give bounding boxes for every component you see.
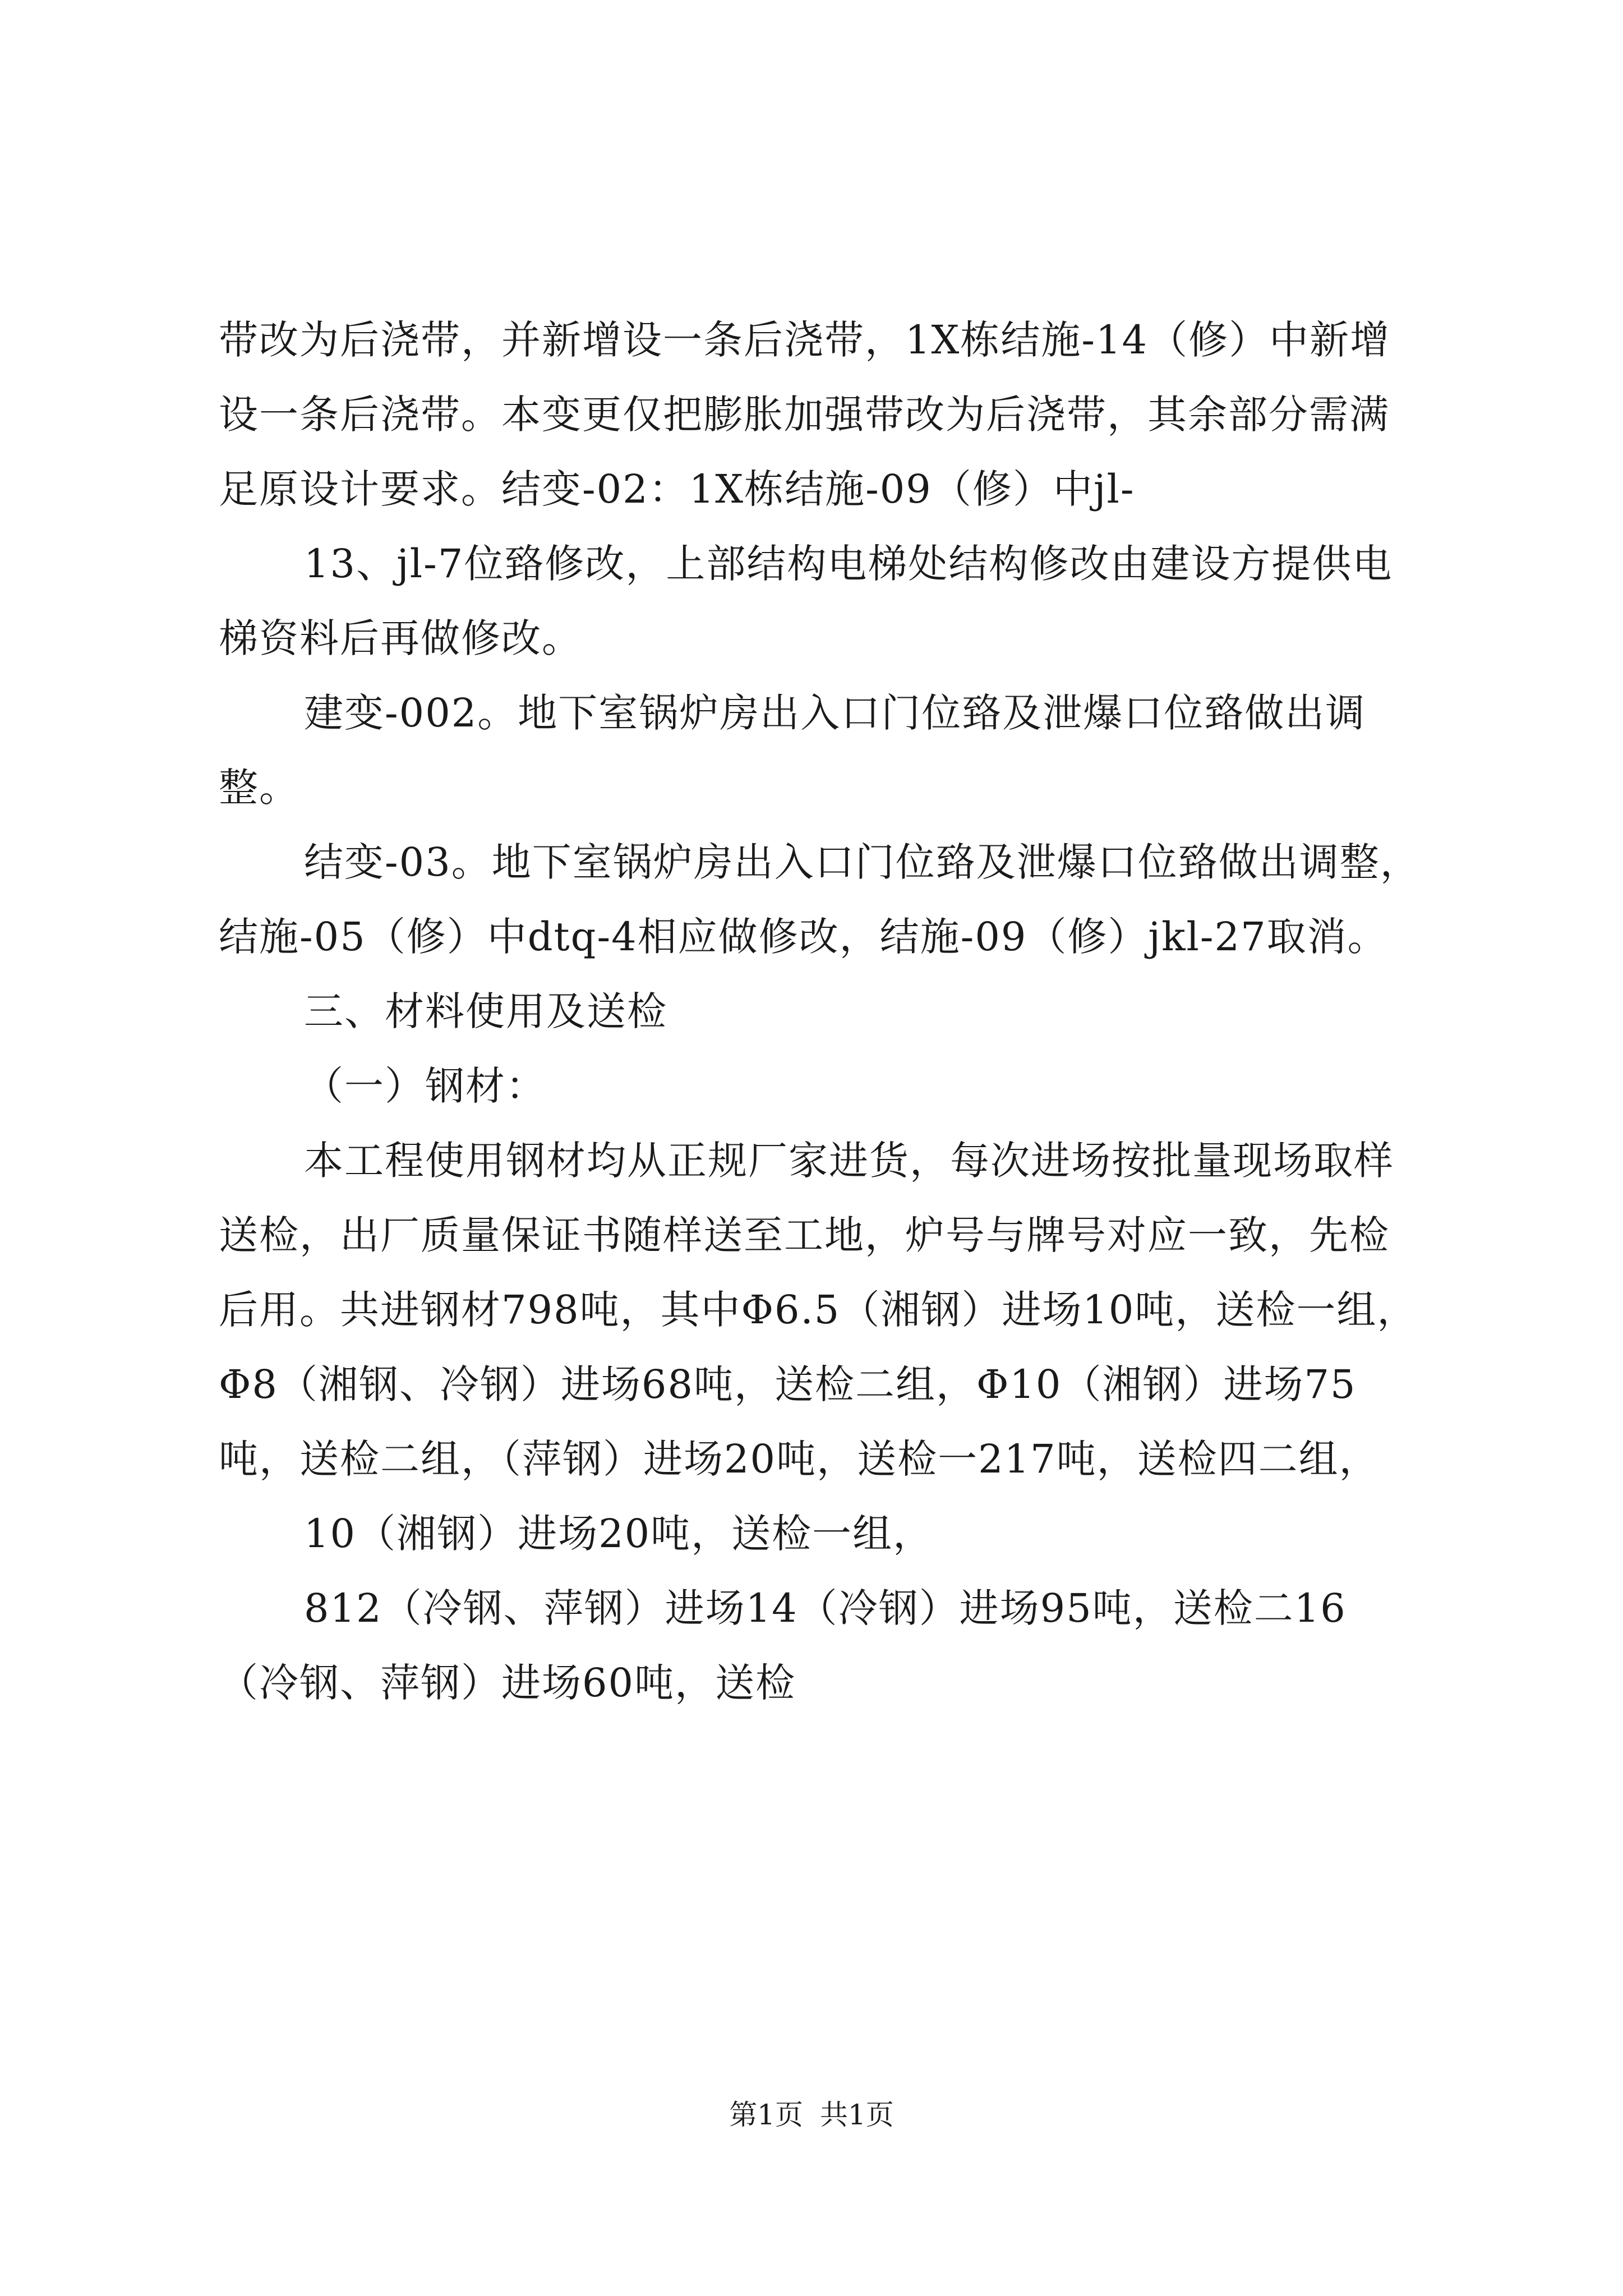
paragraph-steel-10: 10（湘钢）进场20吨，送检一组， [304, 1511, 934, 1557]
page-number: 第1页 [729, 2099, 803, 2131]
paragraph-steel-details: 本工程使用钢材均从正规厂家进货，每次进场按批量现场取样送检，出厂质量保证书随样送至工地，炉号与牌号对应一致，先检后用。共进钢材798吨，其中Φ6.5（湘钢）进场10吨，送检一组，Φ8（湘钢、冷钢）进场68吨，送检二组，Φ10（湘钢）进场75吨，送检二组，（萍钢）进场20吨，送检一217吨，送检四二组， [219, 1138, 1418, 1482]
paragraph-2: 13、jl-7位臵修改，上部结构电梯处结构修改由建设方提供电梯资料后再做修改。 [219, 541, 1393, 661]
paragraph-3: 建变-002。地下室锅炉房出入口门位臵及泄爆口位臵做出调整。 [219, 690, 1366, 811]
document-body [219, 303, 1424, 1720]
section-heading-materials: 三、材料使用及送检 [304, 988, 667, 1034]
paragraph-4: 结变-03。地下室锅炉房出入口门位臵及泄爆口位臵做出调整，结施-05（修）中dtq-4相应做修改，结施-09（修）jkl-27取消。 [219, 839, 1421, 960]
page-footer [0, 2098, 1623, 2132]
paragraph-steel-812: 812（冷钢、萍钢）进场14（冷钢）进场95吨，送检二16（冷钢、萍钢）进场60吨，送检 [219, 1585, 1347, 1706]
paragraph-1: 带改为后浇带，并新增设一条后浇带，1X栋结施-14（修）中新增设一条后浇带。本变更仅把膨胀加强带改为后浇带，其余部分需满足原设计要求。结变-02：1X栋结施-09（修）中jl- [219, 317, 1391, 512]
page-total: 共1页 [820, 2099, 894, 2131]
subsection-heading-steel: （一）钢材： [304, 1063, 546, 1109]
